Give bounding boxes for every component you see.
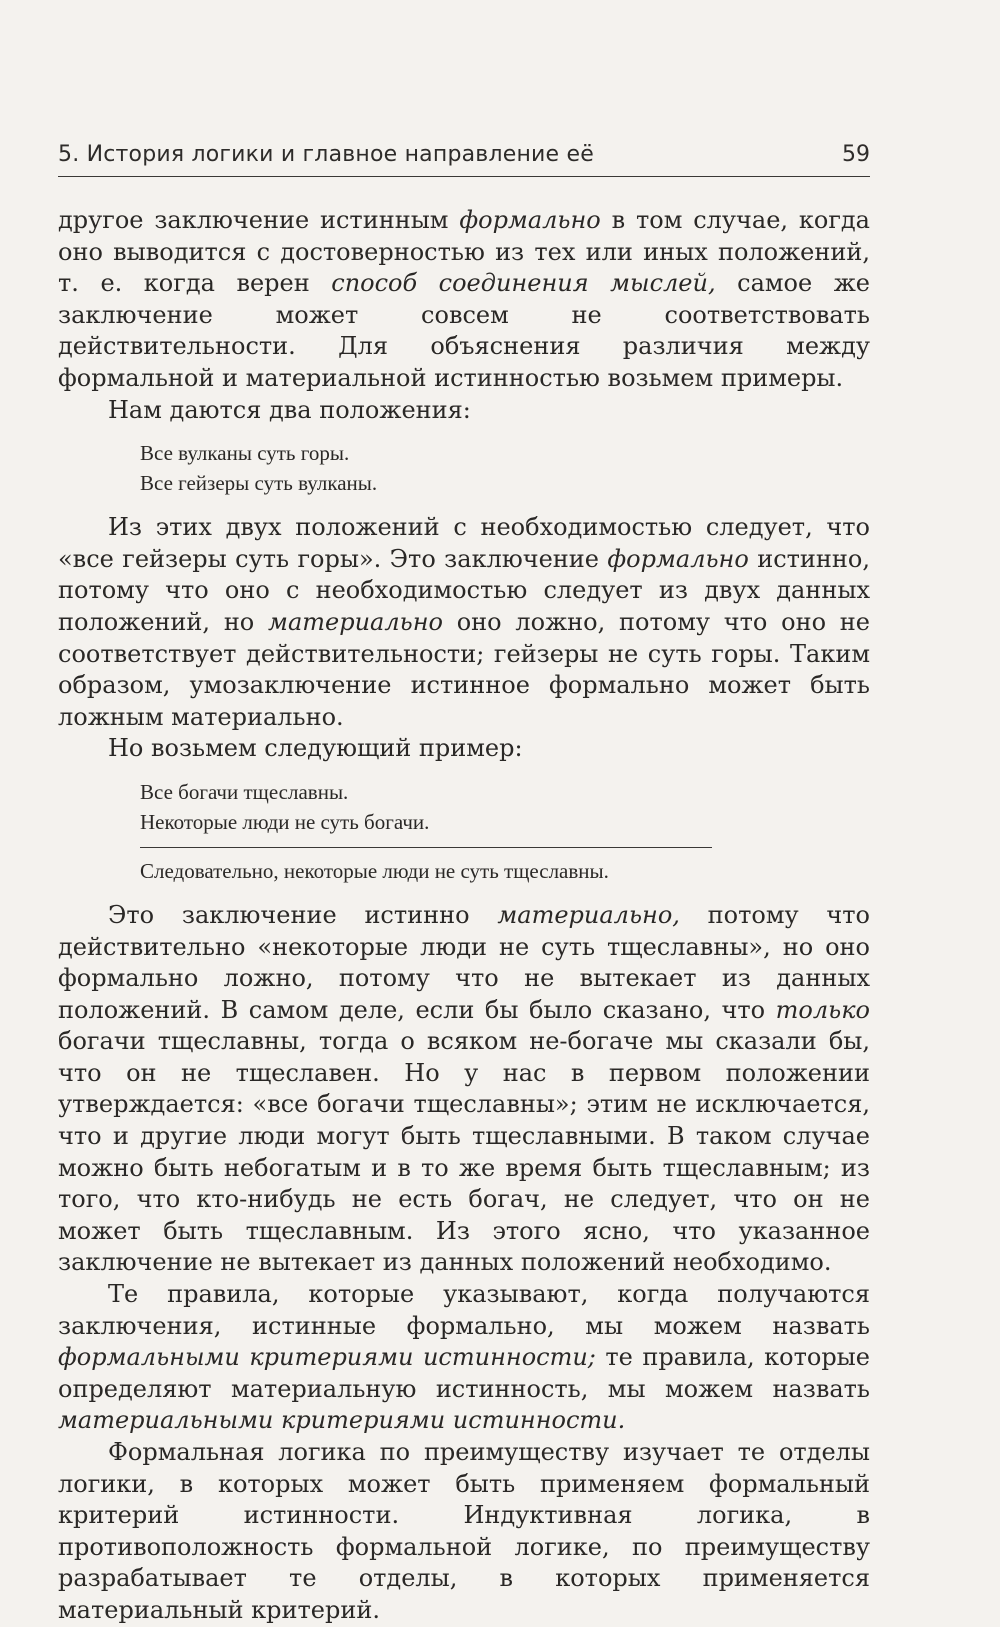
text-run: те правила, которые определяют материальную истинность, мы можем назвать: [58, 1343, 870, 1403]
paragraph-1: [58, 205, 870, 395]
paragraph-2: Нам даются два положения:: [108, 395, 471, 424]
paragraph-3: [58, 512, 870, 733]
paragraph-5: [58, 900, 870, 1279]
conclusion: Следовательно, некоторые люди не суть тщеславны.: [140, 858, 609, 883]
example-syllogism-1: [140, 438, 870, 498]
premise: Все вулканы суть горы.: [140, 441, 350, 466]
text-run: в том случае, когда оно выводится с достоверностью из тех или иных положений, т. е. когда верен: [58, 206, 870, 298]
example-syllogism-2: [140, 777, 870, 886]
italic-run: материально,: [497, 900, 680, 929]
text-run: Те правила, которые указывают, когда получаются заключения, истинные формально, мы можем назвать: [58, 1280, 870, 1340]
page-body: [58, 205, 870, 1627]
running-head: 5. История логики и главное направление её: [58, 142, 594, 167]
text-run: Из этих двух положений с необходимостью следует, что «все гейзеры суть горы». Это заключение: [58, 513, 870, 573]
italic-run: материально: [268, 607, 443, 636]
italic-run: формальными критериями истинности;: [58, 1343, 596, 1372]
premise: Все богачи тщеславны.: [140, 779, 349, 804]
premise: Некоторые люди не суть богачи.: [140, 809, 430, 834]
paragraph-6: [58, 1279, 870, 1437]
page-header: [58, 140, 870, 177]
text-run: потому что действительно «некоторые люди не суть тщеславны», но оно формально ложно, потому что не вытекает из данных положений. В самом деле, если бы было сказано, что: [58, 900, 871, 1024]
italic-run: только: [775, 995, 870, 1024]
italic-run: материальными критериями истинности.: [58, 1406, 626, 1435]
italic-run: способ соединения мыслей,: [331, 269, 716, 298]
text-run: истинно, потому что оно с необходимостью следует из двух данных положений, но: [58, 544, 870, 636]
page-number: 59: [842, 142, 870, 167]
italic-run: формально: [607, 544, 749, 573]
text-run: оно ложно, потому что оно не соответствует действительности; гейзеры не суть горы. Таким образом, умозаключение истинное формально может быть ложным материально.: [58, 607, 870, 731]
premise: Все гейзеры суть вулканы.: [140, 471, 378, 496]
paragraph-4: Но возьмем следующий пример:: [108, 734, 523, 763]
text-run: самое же заключение может совсем не соответствовать действительности. Для объяснения различия между формальной и материальной истинностью возьмем примеры.: [58, 269, 871, 392]
text-run: другое заключение истинным: [58, 206, 460, 234]
italic-run: формально: [459, 206, 601, 234]
paragraph-7: Формальная логика по преимуществу изучает те отделы логики, в которых может быть применяем формальный критерий истинности. Индуктивная логика, в противоположность формальной логике, по преимуществу разрабатывает те отделы, в которых применяется материальный критерий.: [58, 1438, 870, 1624]
text-run: богачи тщеславны, тогда о всяком не-богаче мы сказали бы, что он не тщеславен. Но у нас в первом положении утверждается: «все богачи тщеславны»; этим не исключается, что и другие люди могут быть тщеславными. В таком случае можно быть небогатым и в то же время быть тщеславным; из того, что кто-нибудь не есть богач, не следует, что он не может быть тщеславным. Из этого ясно, что указанное заключение не вытекает из данных положений необходимо.: [58, 1027, 870, 1277]
conclusion-rule: [140, 847, 712, 848]
text-run: Это заключение истинно: [108, 900, 498, 929]
